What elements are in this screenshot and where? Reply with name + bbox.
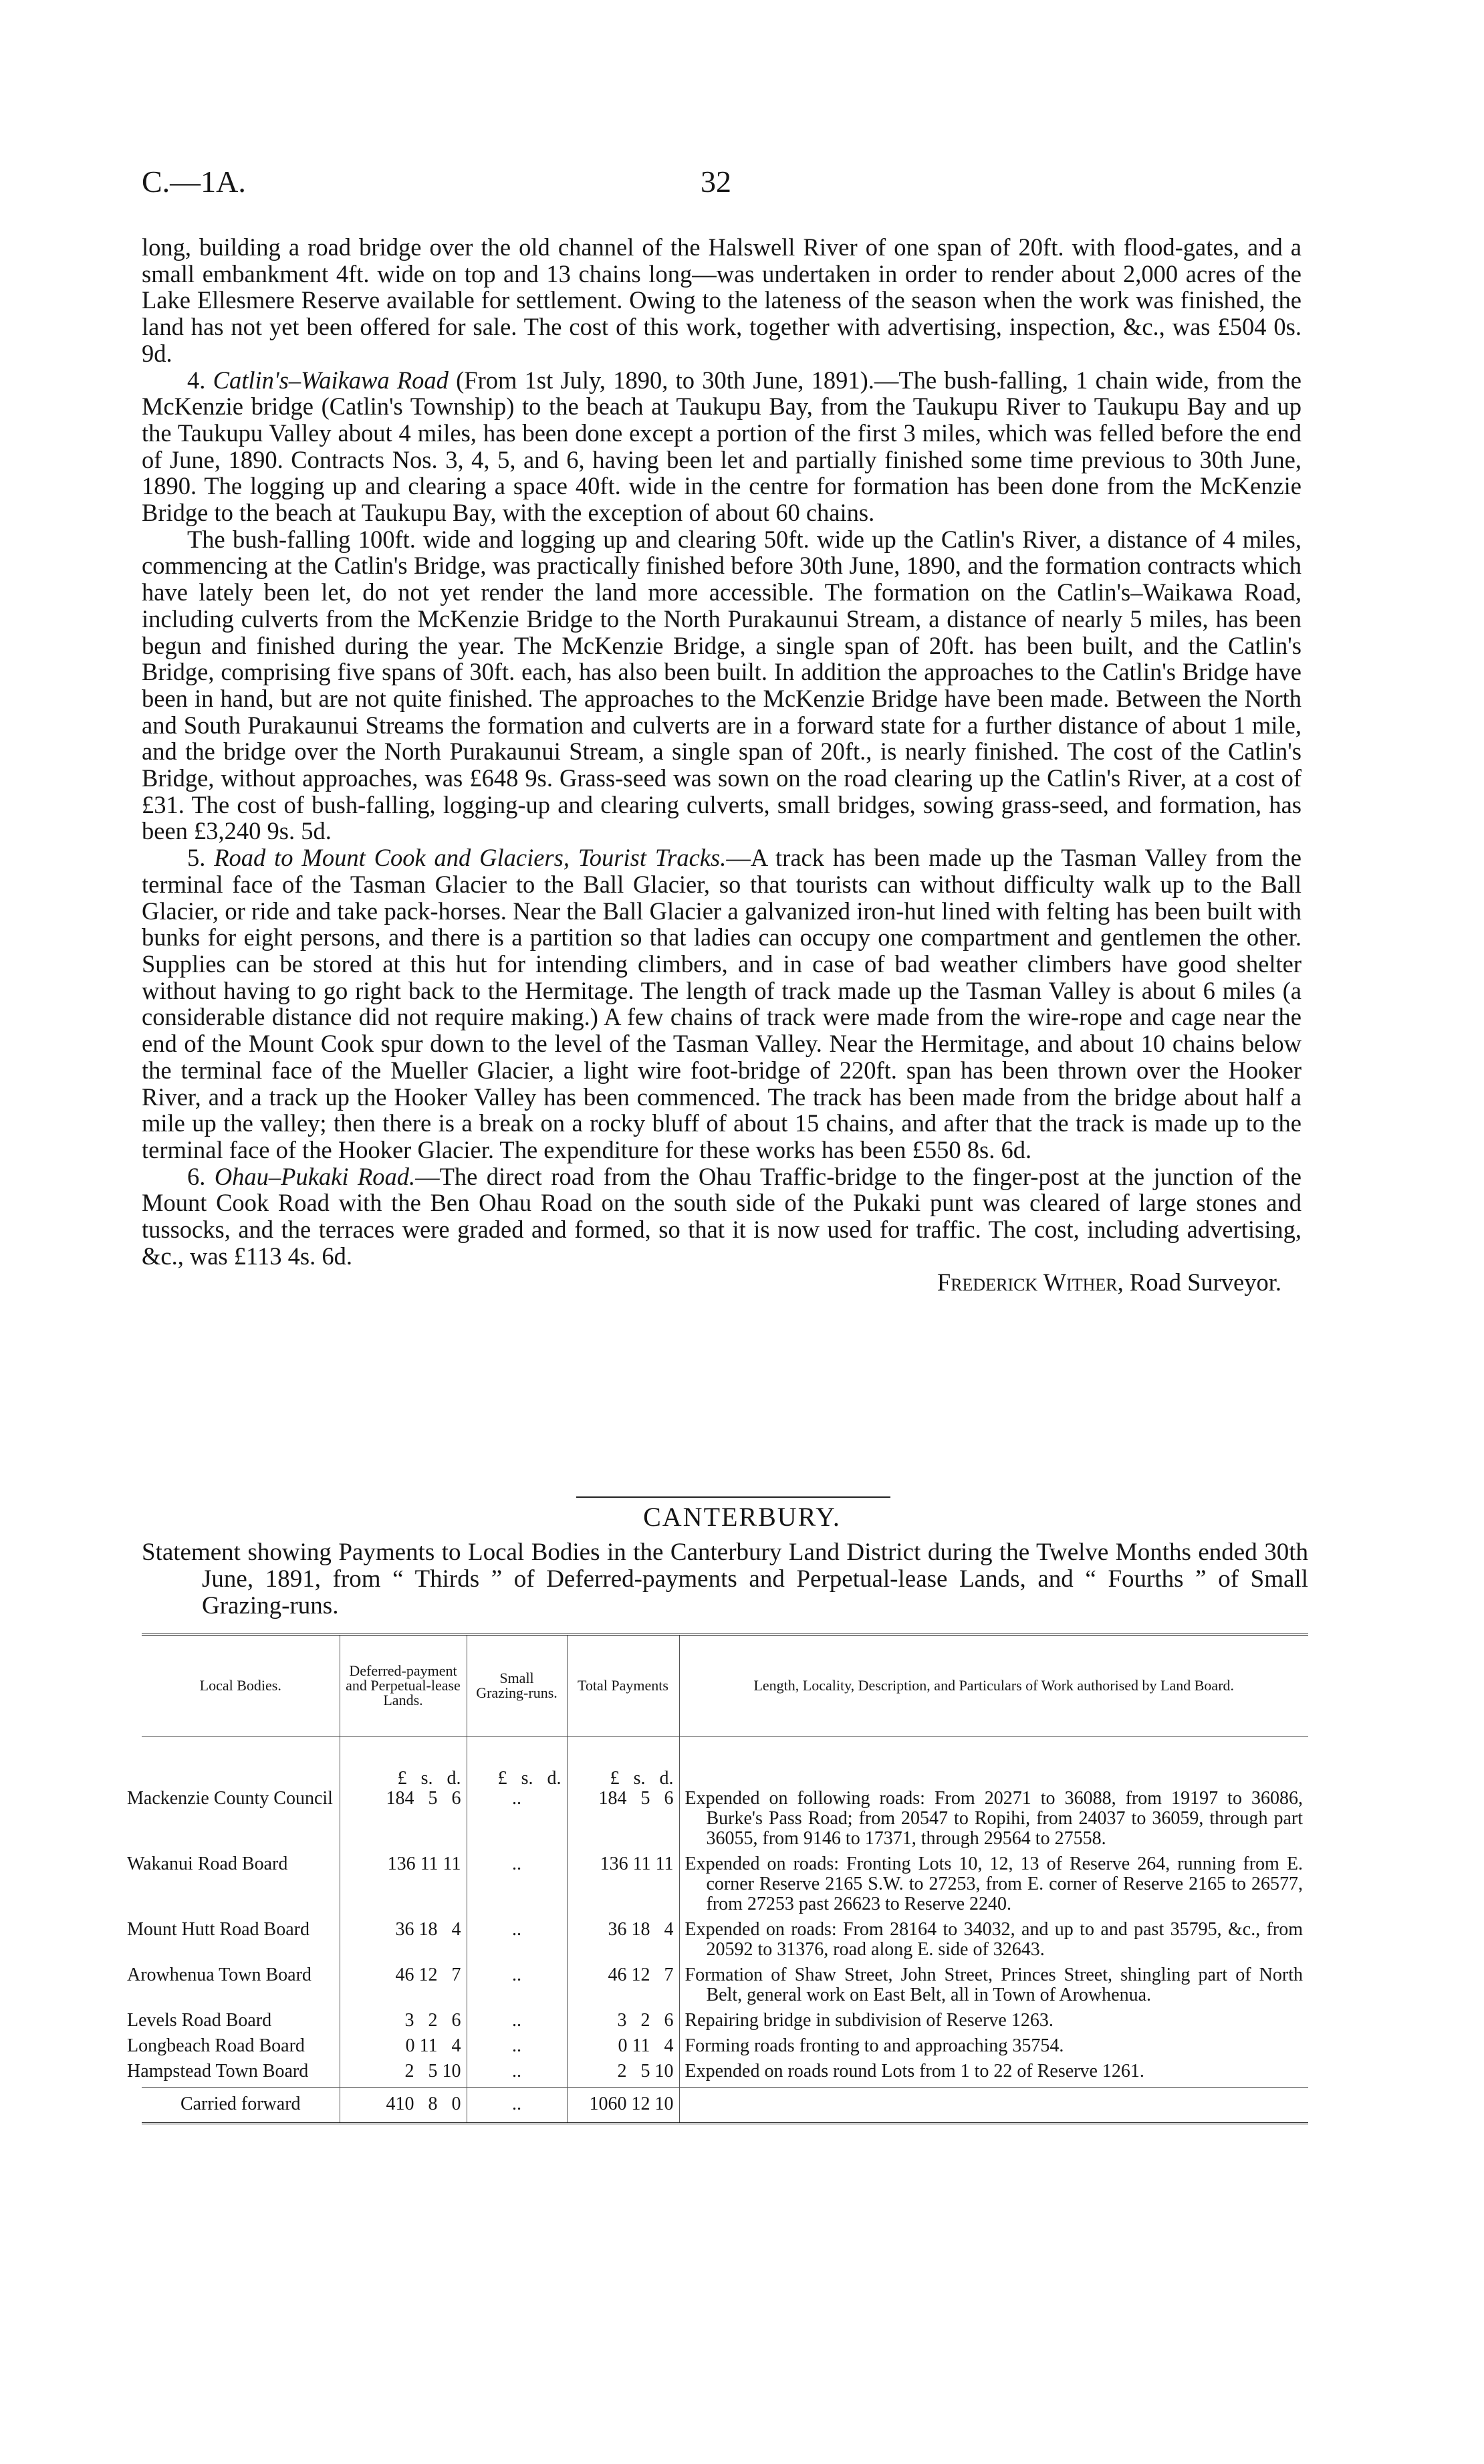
table-row [142,1789,1308,1854]
units-row [142,1737,1308,1789]
total-amount: 136 11 11 [567,1854,679,1920]
item-text: (From 1st July, 1890, to 30th June, 1891).—The bush-falling, 1 chain wide, from the McKenzie bridge (Catlin's Township) to the beach at Taukupu Bay, from the Taukupu River to Taukupu Bay and up the Taukupu Valley about 4 miles, has been done except a portion of the first 3 miles, which was felled before the end of June, 1890. Contracts Nos. 3, 4, 5, and 6, having been let and partially finished some time previous to 30th June, 1890. The logging up and clearing a space 40ft. wide in the centre for formation has been done from the McKenzie Bridge to the beach at Taukupu Bay, with the exception of about 60 chains. [142,366,1302,527]
small-amount: .. [467,2011,567,2036]
signature [142,1269,1302,1296]
work-description: Expended on roads: Fronting Lots 10, 12, 13 of Reserve 264, running from E. corner Reserve 2165 S.W. to 27253, from E. corner of Reserve 2165 to 26577, from 27253 past 26623 to Reserve 2240. [685,1854,1303,1914]
deferred-amount: 36 18 4 [340,1920,467,1965]
item-title: Ohau–Pukaki Road. [214,1162,416,1190]
work-description: Expended on following roads: From 20271 to 36088, from 19197 to 36086, Burke's Pass Road; from 20547 to Ropihi, from 24037 to 36059, through part 36055, from 9146 to 17371, through 29564 to 27558. [685,1788,1303,1849]
header-total: Total Payments [567,1635,679,1737]
small-amount: .. [467,2036,567,2061]
item-mount-cook [142,845,1302,1163]
paragraph: The bush-falling 100ft. wide and logging up and clearing 50ft. wide up the Catlin's River, a distance of 4 miles, commencing at the Catlin's Bridge, was practically finished before 30th June, 1890, and the formation contracts which have lately been let, do not yet render the land more accessible. The formation on the Catlin's–Waikawa Road, including culverts from the McKenzie Bridge to the North Purakaunui Stream, a distance of nearly 5 miles, has been begun and finished during the year. The McKenzie Bridge, a single span of 20ft. has been built, and the Catlin's Bridge, comprising five spans of 30ft. each, has also been built. In addition the approaches to the Catlin's Bridge have been in hand, but are not quite finished. The approaches to the McKenzie Bridge have been made. Between the North and South Purakaunui Streams the formation and culverts are in a forward state for a further distance of about 1 mile, and the bridge over the North Purakaunui Stream, a single span of 20ft., is nearly finished. The cost of the Catlin's Bridge, without approaches, was £648 9s. Grass-seed was sown on the road clearing up the Catlin's River, at a cost of £31. The cost of bush-falling, logging-up and clearing culverts, small bridges, sowing grass-seed, and formation, has been £3,240 9s. 5d. [142,525,1302,845]
table-row [142,1854,1308,1920]
page-number: 32 [701,164,731,199]
header-description: Length, Locality, Description, and Particulars of Work authorised by Land Board. [679,1635,1308,1737]
signature-name: Frederick Wither [937,1268,1118,1297]
work-description: Forming roads fronting to and approaching 35754. [685,2035,1064,2056]
deferred-amount: 3 2 6 [340,2011,467,2036]
statement-text: Statement showing Payments to Local Bodies in the Canterbury Land District during the Twelve Months ended 30th June, 1891, from “ Thirds ” of Deferred-payments and Perpetual-lease Lands, and “ Fourths ” of Small Grazing-runs. [142,1539,1308,1619]
total-amount: 3 2 6 [567,2011,679,2036]
work-description: Formation of Shaw Street, John Street, Princes Street, shingling part of North Belt, general work on East Belt, all in Town of Arowhenua. [685,1965,1303,2005]
item-number: 4. [187,366,206,394]
paragraph: long, building a road bridge over the old channel of the Halswell River of one span of 20ft. with flood-gates, and a small embankment 4ft. wide on top and 13 chains long—was undertaken in order to render about 2,000 acres of the Lake Ellesmere Reserve available for settlement. Owing to the lateness of the season when the work was finished, the land has not yet been offered for sale. The cost of this work, together with advertising, inspection, &c., was £504 0s. 9d. [142,233,1302,367]
total-amount: 0 11 4 [567,2036,679,2061]
deferred-amount: 184 5 6 [340,1789,467,1854]
local-body-name: Hampstead Town Board [142,2061,340,2088]
item-number: 5. [187,844,206,872]
unit-label: £ s. d. [340,1737,467,1789]
header-local-bodies: Local Bodies. [142,1635,340,1737]
local-body-name: Arowhenua Town Board [142,1965,340,2011]
small-amount: .. [467,1965,567,2011]
total-amount: 46 12 7 [567,1965,679,2011]
item-catlins-waikawa [142,367,1302,526]
work-description: Repairing bridge in subdivision of Reserve 1263. [685,2010,1054,2031]
table-row [142,1965,1308,2011]
item-number: 6. [187,1162,206,1190]
small-amount: .. [467,1920,567,1965]
local-body-name: Wakanui Road Board [142,1854,340,1920]
local-body-name: Mount Hutt Road Board [142,1920,340,1965]
grand-total: 1060 12 10 [567,2088,679,2124]
work-description: Expended on roads round Lots from 1 to 22 of Reserve 1261. [685,2061,1144,2082]
payments-table [127,1634,1308,2124]
small-amount: .. [467,2061,567,2088]
local-body-name: Mackenzie County Council [142,1789,340,1854]
deferred-amount: 136 11 11 [340,1854,467,1920]
total-amount: 184 5 6 [567,1789,679,1854]
small-total: .. [467,2088,567,2124]
deferred-amount: 2 5 10 [340,2061,467,2088]
item-ohau-pukaki [142,1163,1302,1270]
total-description [679,2088,1308,2124]
unit-label: £ s. d. [467,1737,567,1789]
table-row [142,1920,1308,1965]
item-text: —The direct road from the Ohau Traffic-bridge to the finger-post at the junction of the Mount Cook Road with the Ben Ohau Road on the south side of the Pukaki punt was cleared of large stones and tussocks, and the terraces were graded and formed, so that it is now used for traffic. The cost, including advertising, &c., was £113 4s. 6d. [142,1162,1302,1270]
document-reference: C.—1A. [142,164,246,199]
carried-forward-label: Carried forward [142,2088,340,2124]
carried-forward-row [142,2088,1308,2124]
statement-heading [142,1539,1308,1619]
total-amount: 36 18 4 [567,1920,679,1965]
header-small-grazing: Small Grazing-runs. [467,1635,567,1737]
deferred-total: 410 8 0 [340,2088,467,2124]
work-description: Expended on roads: From 28164 to 34032, and up to and past 35795, &c., from 20592 to 31376, road along E. side of 32643. [685,1919,1303,1960]
small-amount: .. [467,1854,567,1920]
table-row [142,2061,1308,2088]
header-deferred: Deferred-payment and Perpetual-lease Lands. [340,1635,467,1737]
section-divider [576,1496,890,1498]
item-title: Road to Mount Cook and Glaciers, Tourist Tracks. [214,844,727,872]
small-amount: .. [467,1789,567,1854]
item-text: —A track has been made up the Tasman Valley from the terminal face of the Tasman Glacier to the Ball Glacier, so that tourists can without difficulty walk up to the Ball Glacier, or ride and take pack-horses. Near the Ball Glacier a galvanized iron-hut lined with felting has been built with bunks for eight persons, and there is a partition so that ladies can occupy one compartment and gentlemen the other. Supplies can be stored at this hut for intending climbers, and in case of bad weather climbers have good shelter without having to go right back to the Hermitage. The length of track made up the Tasman Valley is about 6 miles (a considerable distance did not require making.) A few chains of track were made from the wire-rope and cage near the end of the Mount Cook spur down to the level of the Tasman Valley. Near the Hermitage, and about 10 chains below the terminal face of the Mueller Glacier, a light wire foot-bridge of 220ft. span has been thrown over the Hooker River, and a track up the Hooker Valley has been commenced. The track has been made from the bridge about half a mile up the valley; then there is a break on a rocky bluff of about 15 chains, and after that the track is made up to the terminal face of the Hooker Glacier. The expenditure for these works has been £550 8s. 6d. [142,844,1302,1163]
table-row [142,2011,1308,2036]
deferred-amount: 0 11 4 [340,2036,467,2061]
deferred-amount: 46 12 7 [340,1965,467,2011]
total-amount: 2 5 10 [567,2061,679,2088]
section-title: CANTERBURY. [643,1502,841,1532]
local-body-name: Levels Road Board [142,2011,340,2036]
unit-label: £ s. d. [567,1737,679,1789]
table-row [142,2036,1308,2061]
local-body-name: Longbeach Road Board [142,2036,340,2061]
item-title: Catlin's–Waikawa Road [213,366,449,394]
table-header-row [142,1635,1308,1737]
signature-role: , Road Surveyor. [1117,1268,1281,1297]
report-body [142,234,1302,1296]
